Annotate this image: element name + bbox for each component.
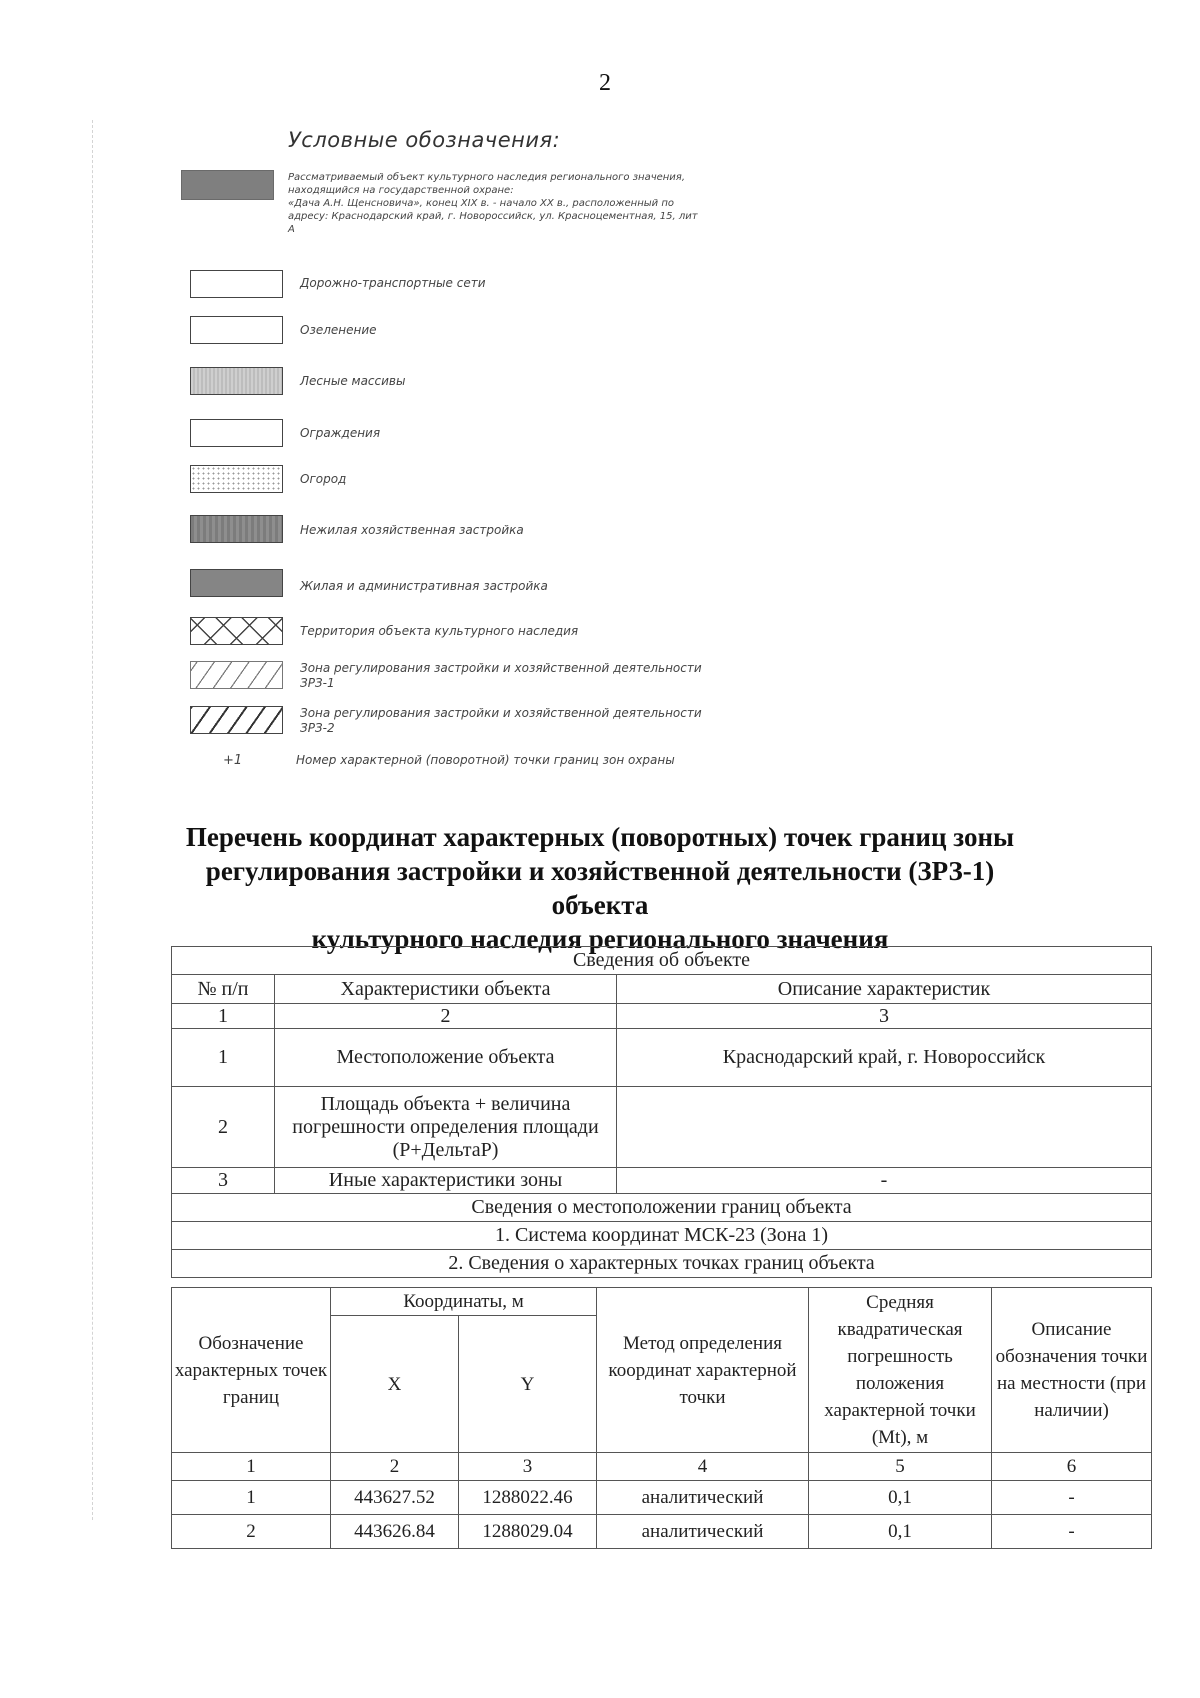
table-header-row — [172, 975, 1152, 1004]
legend-label-garden: Огород — [300, 472, 347, 486]
points-table — [171, 1287, 1152, 1549]
table-title-row — [172, 947, 1152, 975]
point-method: аналитический — [597, 1515, 809, 1549]
points-section-title: 2. Сведения о характерных точках границ объекта — [172, 1250, 1152, 1278]
document-heading — [160, 820, 1040, 956]
point-id: 2 — [172, 1515, 331, 1549]
heading-line: культурного наследия регионального значения — [311, 924, 889, 954]
legend-line: Рассматриваемый объект культурного наследия регионального значения, — [288, 172, 685, 183]
row-value: - — [617, 1168, 1152, 1194]
header-designation: Обозначение характерных точек границ — [172, 1288, 331, 1453]
legend-label-forest: Лесные массивы — [300, 374, 406, 388]
page-number: 2 — [599, 70, 611, 96]
point-description: - — [992, 1515, 1152, 1549]
header-x: X — [331, 1316, 459, 1453]
legend-line: Зона регулирования застройки и хозяйственной деятельности — [300, 706, 702, 720]
point-id: 1 — [172, 1481, 331, 1515]
legend-line: А — [288, 224, 295, 235]
index-cell: 2 — [331, 1453, 459, 1481]
header-number: № п/п — [172, 975, 275, 1004]
green-swatch — [190, 316, 283, 344]
header-point-description: Описание обозначения точки на местности (при наличии) — [992, 1288, 1152, 1453]
point-x: 443626.84 — [331, 1515, 459, 1549]
section-row — [172, 1194, 1152, 1222]
index-cell: 1 — [172, 1453, 331, 1481]
points-header-row — [172, 1288, 1152, 1316]
heritage-swatch — [190, 617, 283, 645]
coordinate-system: 1. Система координат МСК-23 (Зона 1) — [172, 1222, 1152, 1250]
header-description: Описание характеристик — [617, 975, 1152, 1004]
point-number-mark: +1 — [223, 753, 243, 768]
table-index-row — [172, 1004, 1152, 1029]
res-swatch — [190, 569, 283, 597]
zrz2-swatch — [190, 706, 283, 734]
points-index-row — [172, 1453, 1152, 1481]
object-info-table — [171, 946, 1152, 1278]
legend-label-zrz2 — [300, 706, 702, 736]
forest-swatch — [190, 367, 283, 395]
legend-label-fence: Ограждения — [300, 426, 381, 440]
index-cell: 2 — [275, 1004, 617, 1029]
legend-label-nonres: Нежилая хозяйственная застройка — [300, 523, 524, 537]
header-error: Средняя квадратическая погрешность положения характерной точки (Mt), м — [809, 1288, 992, 1453]
heading-line: Перечень координат характерных (поворотных) точек границ зоны — [185, 822, 1015, 852]
legend-label-point: Номер характерной (поворотной) точки границ зон охраны — [296, 753, 675, 767]
object-swatch — [181, 170, 274, 200]
legend-label-heritage: Территория объекта культурного наследия — [300, 624, 579, 638]
row-number: 1 — [172, 1029, 275, 1087]
row-characteristic: Местоположение объекта — [275, 1029, 617, 1087]
nonres-swatch — [190, 515, 283, 543]
index-cell: 6 — [992, 1453, 1152, 1481]
header-coordinates: Координаты, м — [331, 1288, 597, 1316]
row-number: 2 — [172, 1087, 275, 1168]
heading-line: регулирования застройки и хозяйственной деятельности (ЗРЗ-1) объекта — [205, 856, 995, 920]
legend-line: Зона регулирования застройки и хозяйственной деятельности — [300, 661, 702, 675]
header-y: Y — [459, 1316, 597, 1453]
legend-title: Условные обозначения: — [288, 128, 561, 152]
legend-line: ЗРЗ-1 — [300, 676, 335, 690]
index-cell: 5 — [809, 1453, 992, 1481]
section-row — [172, 1250, 1152, 1278]
fence-swatch — [190, 419, 283, 447]
index-cell: 4 — [597, 1453, 809, 1481]
row-value: Краснодарский край, г. Новороссийск — [617, 1029, 1152, 1087]
legend-label-zrz1 — [300, 661, 702, 691]
index-cell: 3 — [617, 1004, 1152, 1029]
table-row — [172, 1168, 1152, 1194]
table-row — [172, 1029, 1152, 1087]
scan-edge-line — [92, 120, 93, 1520]
row-characteristic: Иные характеристики зоны — [275, 1168, 617, 1194]
table-row — [172, 1481, 1152, 1515]
legend-line: «Дача А.Н. Щенсновича», конец XIX в. - начало XX в., расположенный по — [288, 198, 674, 209]
row-value — [617, 1087, 1152, 1168]
location-section-title: Сведения о местоположении границ объекта — [172, 1194, 1152, 1222]
point-y: 1288022.46 — [459, 1481, 597, 1515]
object-info-title: Сведения об объекте — [172, 947, 1152, 975]
index-cell: 1 — [172, 1004, 275, 1029]
point-x: 443627.52 — [331, 1481, 459, 1515]
point-method: аналитический — [597, 1481, 809, 1515]
legend-label-object — [288, 171, 848, 236]
section-row — [172, 1222, 1152, 1250]
point-y: 1288029.04 — [459, 1515, 597, 1549]
table-row — [172, 1087, 1152, 1168]
row-characteristic: Площадь объекта + величина погрешности определения площади (P+ДельтаP) — [275, 1087, 617, 1168]
legend-line: находящийся на государственной охране: — [288, 185, 514, 196]
garden-swatch — [190, 465, 283, 493]
header-characteristic: Характеристики объекта — [275, 975, 617, 1004]
legend-line: адресу: Краснодарский край, г. Новороссийск, ул. Красноцементная, 15, лит — [288, 211, 698, 222]
index-cell: 3 — [459, 1453, 597, 1481]
table-row — [172, 1515, 1152, 1549]
legend-label-green: Озеленение — [300, 323, 377, 337]
row-number: 3 — [172, 1168, 275, 1194]
zrz1-swatch — [190, 661, 283, 689]
road-swatch — [190, 270, 283, 298]
point-error: 0,1 — [809, 1481, 992, 1515]
point-description: - — [992, 1481, 1152, 1515]
header-method: Метод определения координат характерной точки — [597, 1288, 809, 1453]
legend-label-res: Жилая и административная застройка — [300, 579, 548, 593]
legend-line: ЗРЗ-2 — [300, 721, 335, 735]
legend-label-road: Дорожно-транспортные сети — [300, 276, 486, 290]
point-error: 0,1 — [809, 1515, 992, 1549]
